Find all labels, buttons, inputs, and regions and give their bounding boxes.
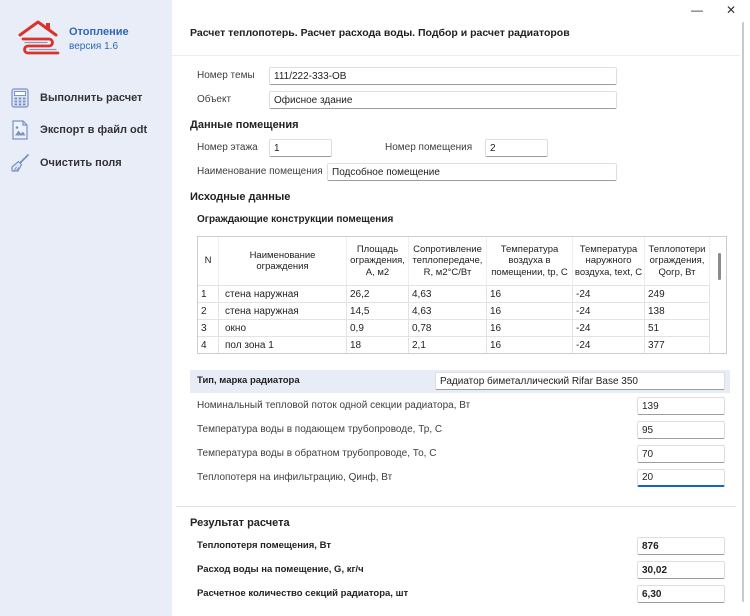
column-header-line: воздуха в [508, 255, 551, 267]
theme-number-label: Номер темы [197, 70, 255, 81]
column-header[interactable] [487, 237, 573, 285]
column-header-line: N [204, 255, 212, 267]
supply-temp-label: Температура воды в подающем трубопроводе, Тр, С [197, 424, 443, 435]
calculator-icon [10, 87, 30, 109]
app-name: Отопление [69, 26, 129, 38]
water-flow-label: Расход воды на помещение, G, кг/ч [197, 564, 364, 575]
column-header[interactable] [409, 237, 487, 285]
object-label: Объект [197, 94, 232, 105]
result-divider [176, 506, 736, 507]
table-cell[interactable]: 1 [198, 285, 219, 302]
floor-number-label: Номер этажа [197, 142, 258, 153]
table-cell[interactable]: 4 [198, 336, 219, 353]
room-section-title: Данные помещения [190, 119, 299, 131]
table-cell[interactable]: -24 [573, 302, 645, 319]
table-cell[interactable]: 2 [198, 302, 219, 319]
table-row[interactable] [198, 285, 710, 302]
structures-grid [198, 237, 710, 353]
table-cell[interactable]: 4,63 [409, 285, 487, 302]
water-flow-output[interactable] [637, 561, 725, 579]
sidebar-item-export-odt[interactable] [10, 118, 166, 142]
column-header-line: Наименование [249, 249, 316, 261]
column-header-line: R, м2°С/Вт [423, 266, 472, 278]
column-header[interactable] [219, 237, 347, 285]
table-cell[interactable]: 51 [645, 319, 710, 336]
radiator-type-input[interactable] [435, 372, 725, 390]
table-cell[interactable]: 377 [645, 336, 710, 353]
room-name-label: Наименование помещения [197, 166, 323, 177]
table-cell[interactable]: стена наружная [219, 285, 347, 302]
theme-number-input[interactable] [269, 67, 617, 85]
document-export-icon [10, 119, 30, 141]
app-version: версия 1.6 [69, 41, 119, 52]
column-header-line: теплопередаче, [412, 255, 483, 267]
table-cell[interactable]: 16 [487, 319, 573, 336]
column-header-line: А, м2 [365, 266, 390, 278]
table-row[interactable] [198, 302, 710, 319]
header-divider [172, 55, 740, 56]
sidebar-item-label: Очистить поля [40, 157, 122, 169]
table-cell[interactable]: -24 [573, 285, 645, 302]
table-cell[interactable]: -24 [573, 336, 645, 353]
table-cell[interactable]: 0,78 [409, 319, 487, 336]
close-button[interactable]: ✕ [725, 3, 737, 17]
sidebar-item-label: Экспорт в файл odt [40, 124, 148, 136]
result-section-title: Результат расчета [190, 517, 290, 529]
table-cell[interactable]: -24 [573, 319, 645, 336]
object-input[interactable] [269, 91, 617, 109]
room-heat-loss-output[interactable] [637, 537, 725, 555]
column-header-line: ограждения, [350, 255, 405, 267]
column-header-line: Площадь [356, 243, 399, 255]
column-header[interactable] [573, 237, 645, 285]
table-cell[interactable]: 4,63 [409, 302, 487, 319]
page-title: Расчет теплопотерь. Расчет расхода воды. Подбор и расчет радиаторов [190, 27, 570, 39]
structures-table-title: Ограждающие конструкции помещения [197, 214, 394, 225]
column-header-line: Температура [579, 243, 638, 255]
column-header-line: Теплопотери [648, 243, 706, 255]
radiator-sections-output[interactable] [637, 585, 725, 603]
radiator-type-label: Тип, марка радиатора [197, 375, 300, 386]
table-cell[interactable]: 16 [487, 285, 573, 302]
table-cell[interactable]: 249 [645, 285, 710, 302]
table-row[interactable] [198, 319, 710, 336]
room-number-label: Номер помещения [385, 142, 473, 153]
structures-table[interactable] [197, 236, 727, 354]
table-cell[interactable]: окно [219, 319, 347, 336]
column-header-line: Сопротивление [413, 243, 482, 255]
table-cell[interactable]: пол зона 1 [219, 336, 347, 353]
table-cell[interactable]: 18 [347, 336, 409, 353]
table-cell[interactable]: 26,2 [347, 285, 409, 302]
section-heat-flux-input[interactable] [637, 397, 725, 415]
column-header[interactable] [645, 237, 710, 285]
sidebar-item-label: Выполнить расчет [40, 92, 143, 104]
table-cell[interactable]: 3 [198, 319, 219, 336]
column-header-line: Температура [500, 243, 559, 255]
table-scrollbar-thumb[interactable] [718, 253, 721, 280]
section-heat-flux-label: Номинальный тепловой поток одной секции радиатора, Вт [197, 400, 471, 411]
infiltration-loss-input[interactable] [637, 469, 725, 487]
source-section-title: Исходные данные [190, 191, 291, 203]
return-temp-label: Температура воды в обратном трубопроводе, То, С [197, 448, 437, 459]
return-temp-input[interactable] [637, 445, 725, 463]
room-heat-loss-label: Теплопотеря помещения, Вт [197, 540, 331, 551]
table-cell[interactable]: 14,5 [347, 302, 409, 319]
column-header-line: ограждения [256, 261, 309, 272]
room-name-input[interactable] [327, 163, 617, 181]
infiltration-loss-label: Теплопотеря на инфильтрацию, Qинф, Вт [197, 472, 393, 483]
column-header-line: наружного [585, 255, 632, 267]
sidebar-item-run-calculation[interactable] [10, 86, 166, 110]
main-scrollbar[interactable] [742, 22, 744, 602]
table-cell[interactable]: стена наружная [219, 302, 347, 319]
floor-number-input[interactable] [269, 139, 332, 157]
table-header-row [198, 237, 710, 285]
broom-icon [10, 152, 30, 174]
column-header[interactable] [198, 237, 219, 285]
table-cell[interactable]: 138 [645, 302, 710, 319]
supply-temp-input[interactable] [637, 421, 725, 439]
sidebar [0, 0, 172, 616]
room-number-input[interactable] [485, 139, 548, 157]
column-header-line: воздуха, text, С [574, 266, 643, 278]
sidebar-item-clear-fields[interactable] [10, 151, 166, 175]
table-cell[interactable]: 16 [487, 302, 573, 319]
table-body [198, 285, 710, 353]
table-row[interactable] [198, 336, 710, 353]
minimize-button[interactable]: — [691, 3, 703, 17]
column-header-line: помещении, tp, С [491, 266, 568, 278]
table-cell[interactable]: 2,1 [409, 336, 487, 353]
table-cell[interactable]: 16 [487, 336, 573, 353]
radiator-sections-label: Расчетное количество секций радиатора, шт [197, 588, 409, 599]
column-header-line: ограждения, [649, 255, 705, 267]
house-heating-logo-icon [16, 18, 62, 58]
column-header[interactable] [347, 237, 409, 285]
table-cell[interactable]: 0,9 [347, 319, 409, 336]
column-header-line: Qогр, Вт [658, 266, 696, 278]
